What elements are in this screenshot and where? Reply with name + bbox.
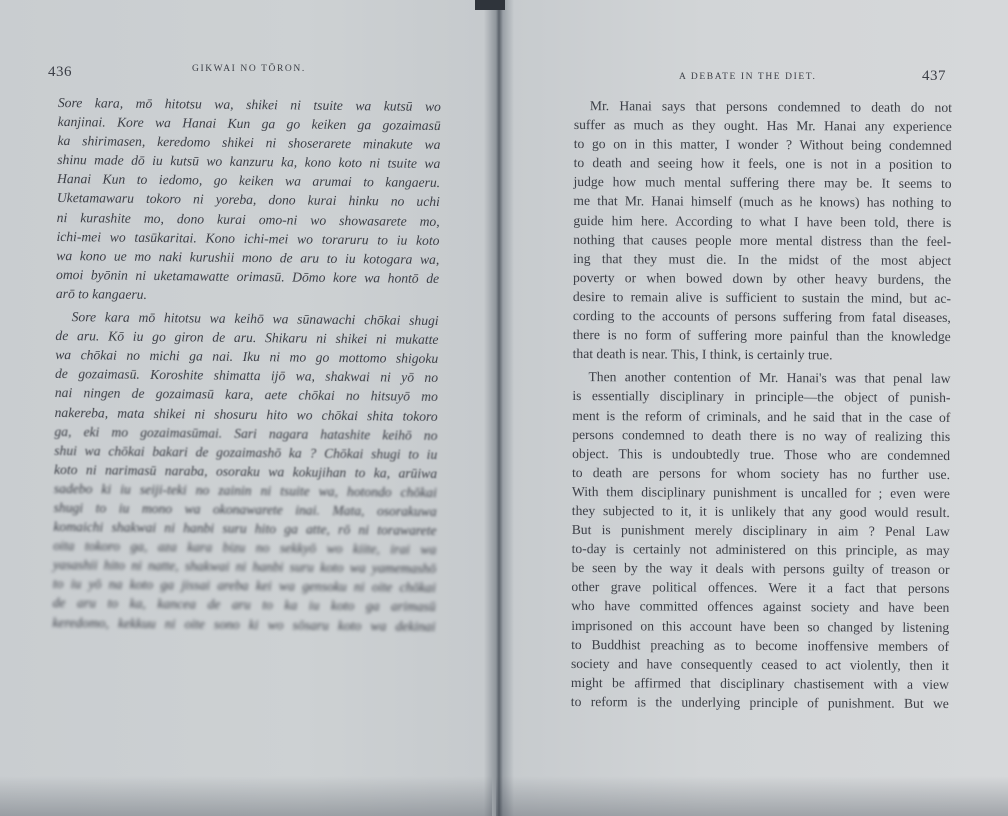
text-line: Uketamawaru tokoro ni yoreba, dono kurai hinku no uchi — [56, 190, 440, 210]
text-line: kanjinai. Kore wa Hanai Kun ga go keiken ga gozaimasū — [57, 114, 441, 134]
text-line: shinu made dō iu kutsū wo kanzuru ka, kono koto ni tsuite wa — [57, 152, 441, 172]
text-line: Then another contention of Mr. Hanai's was that penal law — [588, 369, 951, 387]
text-line: ni kurashite mo, dono kurai omo-ni wo showasarete mo, — [56, 209, 440, 229]
text-line: yasashii hito ni natte, shakwai ni hanbi suru koto wa yamemashō — [52, 557, 437, 577]
right-paragraph-1 — [573, 96, 952, 365]
text-line: With them disciplinary punishment is uncalled for ; even were — [571, 483, 950, 501]
text-line: cording to the accounts of persons suffering from fatal diseases, — [572, 308, 951, 326]
text-line: imprisoned on this account have been so changed by listening — [571, 617, 950, 635]
left-paragraph-1 — [56, 93, 441, 307]
text-line: to Buddhist preaching as to become inoffensive members of — [571, 636, 950, 654]
text-line: But is punishment merely disciplinary in aim ? Penal Law — [571, 522, 950, 540]
text-line: ichi-mei wo tasūkaritai. Kono ichi-mei wo toraruru to iu koto — [56, 228, 440, 248]
text-line: nothing that causes people more mental distress than the feel- — [573, 231, 952, 249]
text-line: to reform is the underlying principle of punishment. But we — [570, 693, 949, 711]
right-page-number: 437 — [922, 68, 946, 84]
text-line: object. This is undoubtedly true. Those who are condemned — [572, 445, 951, 463]
text-line: might be affirmed that disciplinary chastisement with a view — [570, 674, 949, 692]
page-shadow — [496, 776, 1008, 816]
text-line: me that Mr. Hanai himself (much as he knows) has nothing to — [573, 193, 952, 211]
text-line: de gozaimasū. Koroshite shimatta ijō wa, shakwai ni yō no — [54, 366, 439, 386]
text-line: to death and seeing how it feels, one is not in a position to — [573, 155, 952, 173]
text-line: persons condemned to death there is no way of realizing this — [572, 426, 951, 444]
text-line: to death are persons for whom society has no further use. — [571, 464, 951, 482]
text-line: sadebo ki iu seiji-teki no zainin ni tsuite wa, hotondo chōkai — [53, 480, 437, 500]
text-line: shui wa chōkai bakari de gozaimashō ka ? Chōkai shugi to iu — [54, 442, 438, 462]
text-line: Sore kara mō hitotsu wa keihō wa sūnawachi chōkai shugi — [71, 309, 439, 329]
text-line: who have committed offences against society and have been — [571, 598, 950, 616]
text-line: ment is the reform of criminals, and he said that in the case of — [572, 407, 951, 425]
text-line: to iu yō na koto ga jissai areba kei wa gensoku ni oite chōkai — [52, 576, 436, 596]
text-line: ga, eki mo gozaimasūmai. Sari nagara hatashite keihō no — [54, 423, 438, 443]
left-page-body — [52, 93, 441, 640]
text-line: guide him here. According to what I have been told, there is — [573, 212, 952, 230]
text-line: there is no form of suffering more painful than the knowledge — [572, 327, 951, 345]
text-line: to go on in this matter, I wonder ? Without being condemned — [573, 136, 952, 154]
text-line: shugi to iu mono wa okonawarete inai. Mata, osorakuwa — [53, 499, 437, 519]
text-line: is essentially disciplinary in principle—the object of punish- — [572, 388, 951, 406]
page-shadow — [0, 776, 492, 816]
right-paragraph-2 — [571, 367, 951, 713]
text-line: that death is near. This, I think, is certainly true. — [572, 346, 833, 363]
left-paragraph-2 — [52, 307, 438, 636]
text-line: arō to kangaeru. — [55, 285, 147, 302]
text-line: komaichi shakwai ni hanbi suru hito ga atte, rō ni torawarete — [53, 519, 437, 539]
left-page-number: 436 — [48, 64, 72, 80]
text-line: society and have consequently ceased to act violently, then it — [570, 655, 950, 673]
text-line: nakereba, mata shikei ni shosuru hito wo chōkai shita tokoro — [54, 404, 438, 424]
text-line: oita tokoro ga, aza kara bizu no sekkyō wo kiite, irai wa — [53, 538, 437, 558]
text-line: they subjected to it, it is unlikely that any good would result. — [571, 502, 950, 520]
left-running-head: GIKWAI NO TŌRON. — [192, 64, 306, 74]
text-line: omoi byōnin ni uketamawatte orimasū. Dōmo kore wa hontō de — [56, 266, 440, 286]
right-page-body — [571, 96, 952, 717]
text-line: other grave political offences. Were it a fact that persons — [571, 579, 950, 597]
right-running-head: A DEBATE IN THE DIET. — [679, 72, 817, 82]
text-line: ing that they must die. In the midst of the most abject — [573, 250, 952, 268]
text-line: nai ningen de gozaimasū kara, aete chōkai no hitsuyō mo — [54, 385, 438, 405]
text-line: Mr. Hanai says that persons condemned to death do not — [589, 98, 952, 115]
text-line: judge how much mental suffering there may be. It seems to — [573, 174, 952, 192]
text-line: Sore kara, mō hitotsu wa, shikei ni tsuite wa kutsū wo — [57, 94, 441, 115]
text-line: be seen by the way it deals with persons guilty of treason or — [571, 560, 950, 578]
text-line: de aru. Kō iu go giron de aru. Shikaru ni shikei ni mukatte — [55, 328, 439, 348]
text-line: desire to remain alive is sufficient to sustain the mind, but ac- — [572, 288, 951, 306]
text-line: koto ni narimasū naraba, osoraku wa kokujihan to ka, arūiwa — [53, 461, 438, 481]
text-line: ka shirimasen, keredomo shikei ni shoserarete minakute wa — [57, 133, 441, 153]
left-page — [0, 0, 492, 816]
text-line: to-day is certainly not administered on this principle, as may — [571, 541, 950, 559]
right-page — [496, 0, 1008, 816]
text-line: de aru to ka, kancea de aru to ka iu koto ga arimasū — [52, 595, 436, 615]
text-line: wa chōkai no michi ga nai. Iku ni mo go mottomo shigoku — [55, 347, 439, 367]
text-line: poverty or when bowed down by other heavy burdens, the — [573, 269, 952, 287]
text-line: wa kono ue mo naki kurushii mono de aru to iu kotogara wa, — [56, 247, 440, 267]
text-line: suffer as much as they ought. Has Mr. Hanai any experience — [573, 117, 952, 135]
text-line: Hanai Kun to iedomo, go keiken wa arumai to kangaeru. — [57, 171, 441, 191]
text-line: keredomo, kekkuu ni oite sono ki wo sōsaru koto wa dekinai — [52, 614, 436, 634]
